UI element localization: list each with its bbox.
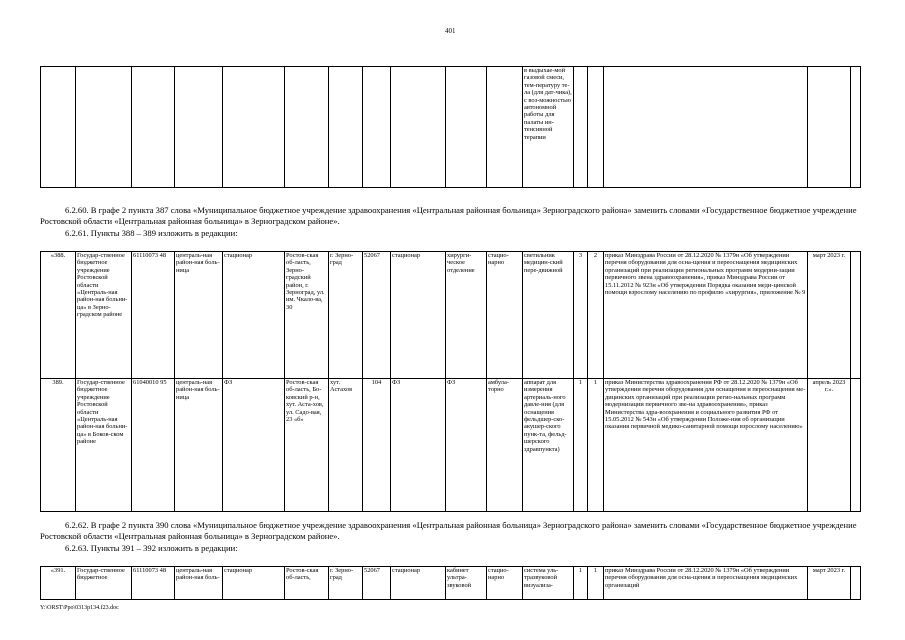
cell-unit: стационар <box>391 252 446 379</box>
cell-subdivision: ФЗ <box>223 379 285 512</box>
cell-equipment: в выдыхае-мой газовой смеси, тем-пературу те-ла (для дат-чика), с воз-можностью автономной работы для палаты ин-тенсивной терапии <box>523 67 574 188</box>
cell-unit: стационар <box>391 567 446 600</box>
cell-unit: ФЗ <box>391 379 446 512</box>
cell-type: централь-ная район-ная боль- <box>175 567 223 600</box>
cell-basis: приказ Министерства здравоохранения РФ от 28.12.2020 № 1379н «Об утверждении перечня оборудования для оснащения и переоснащения ме-дицинских организаций при реализации регио-нальных программ модернизации первичного зве-на здравоохранения», приказ Министерства здра-воохранения и социального развития РФ от 15.05.2012 № 543н «Об утверждении Положе-ния об организации оказания первичной медико-санитарной помощи взрослому населению» <box>604 379 808 512</box>
cell-num: 389. <box>41 379 76 512</box>
cell-num: «391. <box>41 567 76 600</box>
cell-qty-2: 2 <box>588 252 604 379</box>
items-391-table <box>40 566 861 600</box>
table-row <box>41 379 861 512</box>
cell-num: «388. <box>41 252 76 379</box>
top-continuation-table <box>40 66 861 188</box>
cell-type: централь-ная район-ная боль-ница <box>175 252 223 379</box>
cell-department: ФЗ <box>446 379 487 512</box>
items-388-389-table <box>40 251 861 512</box>
table-row <box>41 567 861 600</box>
cell-subdivision: стационар <box>223 567 285 600</box>
cell-address: Ростов-ская об-ласть, Зерно-градский район, г. Зерноград, ул. им. Чкало-ва, 30 <box>285 252 329 379</box>
cell-code: 61110073 48 <box>132 252 175 379</box>
cell-name: Государ-ственное бюджетное <box>76 567 132 600</box>
cell-name: Государ-ственное бюджетное учреждение Ростовской области «Централь-ная район-ная больни-ца» в Боков-ском районе <box>76 379 132 512</box>
cell-address: Ростов-ская об-ласть, Бо-ковский р-н, хут. Аста-хов, ул. Садо-вая, 23 «б» <box>285 379 329 512</box>
cell-date: март 2023 г. <box>808 567 851 600</box>
page-number: 401 <box>445 27 456 35</box>
cell-type: централь-ная район-ная боль-ница <box>175 379 223 512</box>
cell-qty-1: 1 <box>574 379 588 512</box>
cell-basis: приказ Минздрава России от 28.12.2020 № 1379н «Об утверждении перечня оборудования для осна-щения и переоснащения медицинских организаций при реализации региональных программ модерни-зации первичного звена здравоохранения», приказ Минздрава России от 15.11.2012 № 923н «Об утверждении Порядка оказания меди-цинской помощи взрослому населению по профилю «хирургия», приложение № 9 <box>604 252 808 379</box>
cell-date: апрель 2023 г.». <box>808 379 851 512</box>
paragraph-6-2-63: 6.2.63. Пункты 391 – 392 изложить в редакции: <box>65 543 238 553</box>
cell-mode: стацио-нарно <box>487 567 523 600</box>
cell-equipment: светильник медицин-ский пере-движной <box>523 252 574 379</box>
table-row <box>41 67 861 188</box>
cell-qty-1: 3 <box>574 252 588 379</box>
footer-file-path: Y:\ORST\Ppo\0313p134.f23.doc <box>40 605 119 611</box>
cell-qty-2: 1 <box>588 379 604 512</box>
cell-basis: приказ Минздрава России от 28.12.2020 № 1379н «Об утверждении перечня оборудования для осна-щения и переоснащения медицинских организаций <box>604 567 808 600</box>
cell-population: 104 <box>363 379 391 512</box>
cell-locality: хут. Астахов <box>329 379 363 512</box>
cell-qty-2: 1 <box>588 567 604 600</box>
cell-code: 61040010 95 <box>132 379 175 512</box>
paragraph-6-2-62: 6.2.62. В графе 2 пункта 390 слова «Муниципальное бюджетное учреждение здравоохранения «Центральная районная больница» Зерноградского района» заменить словами «Государственное бюджетное учреждение Ростовской области «Центральная районная больница» в Зерноградском районе». <box>40 520 857 541</box>
paragraph-6-2-61: 6.2.61. Пункты 388 – 389 изложить в редакции: <box>65 228 238 238</box>
table-row <box>41 252 861 379</box>
cell-subdivision: стационар <box>223 252 285 379</box>
cell-locality: г. Зерно-град <box>329 567 363 600</box>
cell-code: 61110073 48 <box>132 567 175 600</box>
cell-address: Ростов-ская об-ласть, <box>285 567 329 600</box>
cell-equipment: аппарат для измерения артериаль-ного давле-ния (для оснащения фельдшер-ско-акушер-ского пунк-та, фельд-шерского здравпункта) <box>523 379 574 512</box>
cell-population: 52067 <box>363 252 391 379</box>
cell-mode: амбула-торно <box>487 379 523 512</box>
cell-name: Государ-ственное бюджетное учреждение Ростовской области «Централь-ная район-ная больни-ца» в Зерно-градском районе <box>76 252 132 379</box>
cell-locality: г. Зерно-град <box>329 252 363 379</box>
paragraph-6-2-60: 6.2.60. В графе 2 пункта 387 слова «Муниципальное бюджетное учреждение здравоохранения «Центральная районная больница» Зерноградского района» заменить словами «Государственное бюджетное учреждение Ростовской области «Центральная районная больница» в Зерноградском районе». <box>40 205 857 226</box>
cell-mode: стацио-нарно <box>487 252 523 379</box>
cell-department: хирурги-ческое отделение <box>446 252 487 379</box>
cell-population: 52067 <box>363 567 391 600</box>
cell-equipment: система уль-тразвуковой визуализа- <box>523 567 574 600</box>
cell-qty-1: 1 <box>574 567 588 600</box>
cell-department: кабинет ультра-звуковой <box>446 567 487 600</box>
cell-date: март 2023 г. <box>808 252 851 379</box>
